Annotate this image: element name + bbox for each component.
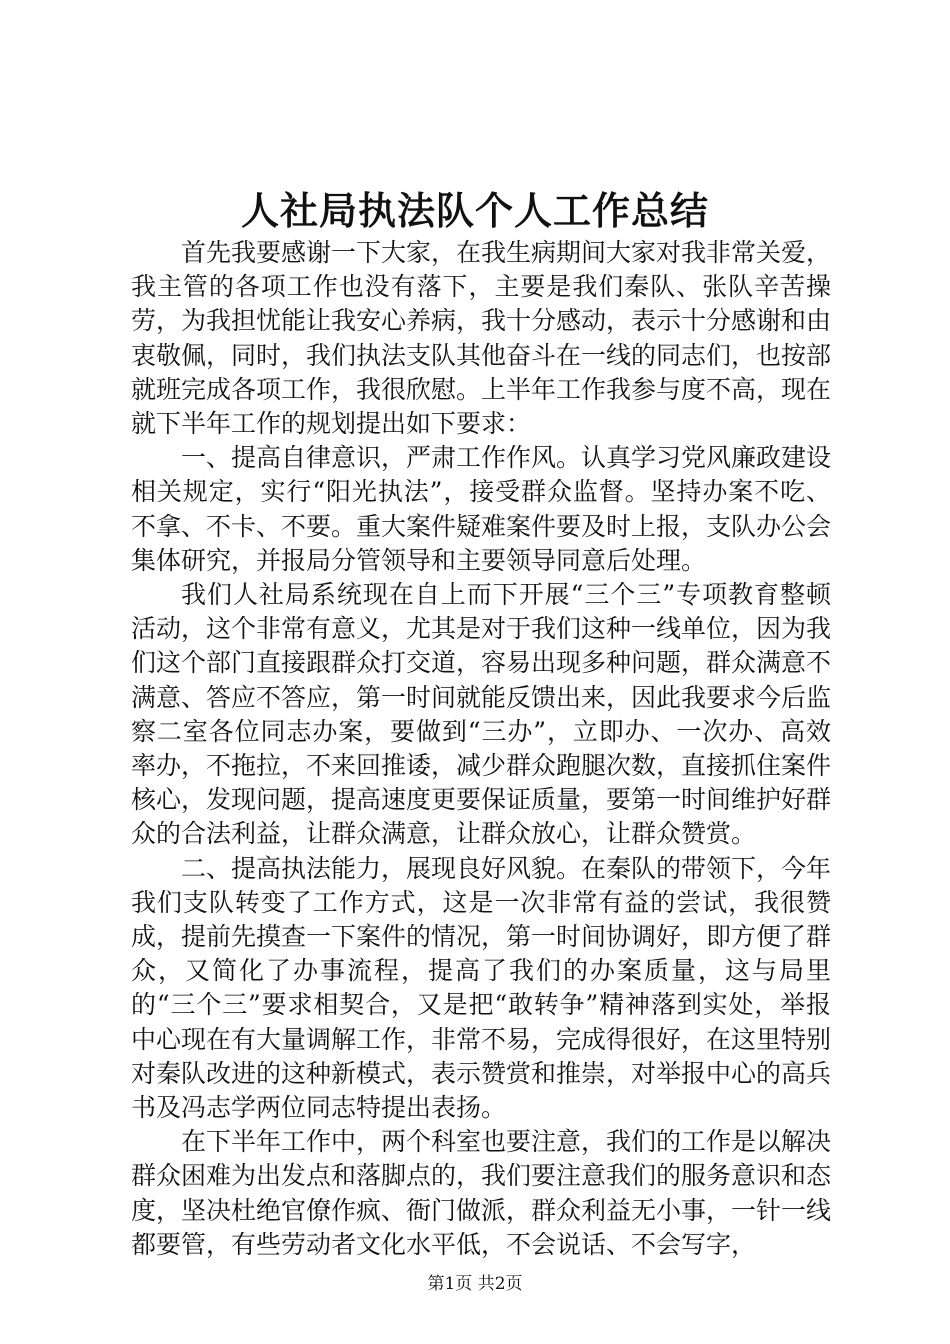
paragraph-discipline: 一、提高自律意识，严肃工作作风。认真学习党风廉政建设相关规定，实行“阳光执法”，接受群众监督。坚持办案不吃、不拿、不卡、不要。重大案件疑难案件要及时上报，支队办公会集体研究，并报局分管领导和主要领导同意后处理。 [131,443,832,575]
paragraph-second-half: 在下半年工作中，两个科室也要注意，我们的工作是以解决群众困难为出发点和落脚点的，我们要注意我们的服务意识和态度，坚决杜绝官僚作疯、衙门做派，群众利益无小事，一针一线都要管，有些劳动者文化水平低，不会说话、不会写字， [131,1127,832,1259]
document-title: 人社局执法队个人工作总结 [240,188,709,233]
paragraph-intro: 首先我要感谢一下大家，在我生病期间大家对我非常关爱，我主管的各项工作也没有落下，主要是我们秦队、张队辛苦操劳，为我担忧能让我安心养病，我十分感动，表示十分感谢和由衷敬佩，同时，我们执法支队其他奋斗在一线的同志们，也按部就班完成各项工作，我很欣慰。上半年工作我参与度不高，现在就下半年工作的规划提出如下要求： [131,238,832,439]
page-number: 第1页 共2页 [427,1274,523,1294]
paragraph-rectification: 我们人社局系统现在自上而下开展“三个三”专项教育整顿活动，这个非常有意义，尤其是对于我们这种一线单位，因为我们这个部门直接跟群众打交道，容易出现多种问题，群众满意不满意、答应不答应，第一时间就能反馈出来，因此我要求今后监察二室各位同志办案，要做到“三办”，立即办、一次办、高效率办，不拖拉，不来回推诿，减少群众跑腿次数，直接抓住案件核心，发现问题，提高速度更要保证质量，要第一时间维护好群众的合法利益，让群众满意，让群众放心，让群众赞赏。 [131,580,832,849]
document-body [131,236,831,1262]
paragraph-enforcement: 二、提高执法能力，展现良好风貌。在秦队的带领下，今年我们支队转变了工作方式，这是一次非常有益的尝试，我很赞成，提前先摸查一下案件的情况，第一时间协调好，即方便了群众，又简化了办事流程，提高了我们的办案质量，这与局里的“三个三”要求相契合，又是把“敢转争”精神落到实处，举报中心现在有大量调解工作，非常不易，完成得很好，在这里特别对秦队改进的这种新模式，表示赞赏和推崇，对举报中心的高兵书及冯志学两位同志特提出表扬。 [131,853,832,1123]
